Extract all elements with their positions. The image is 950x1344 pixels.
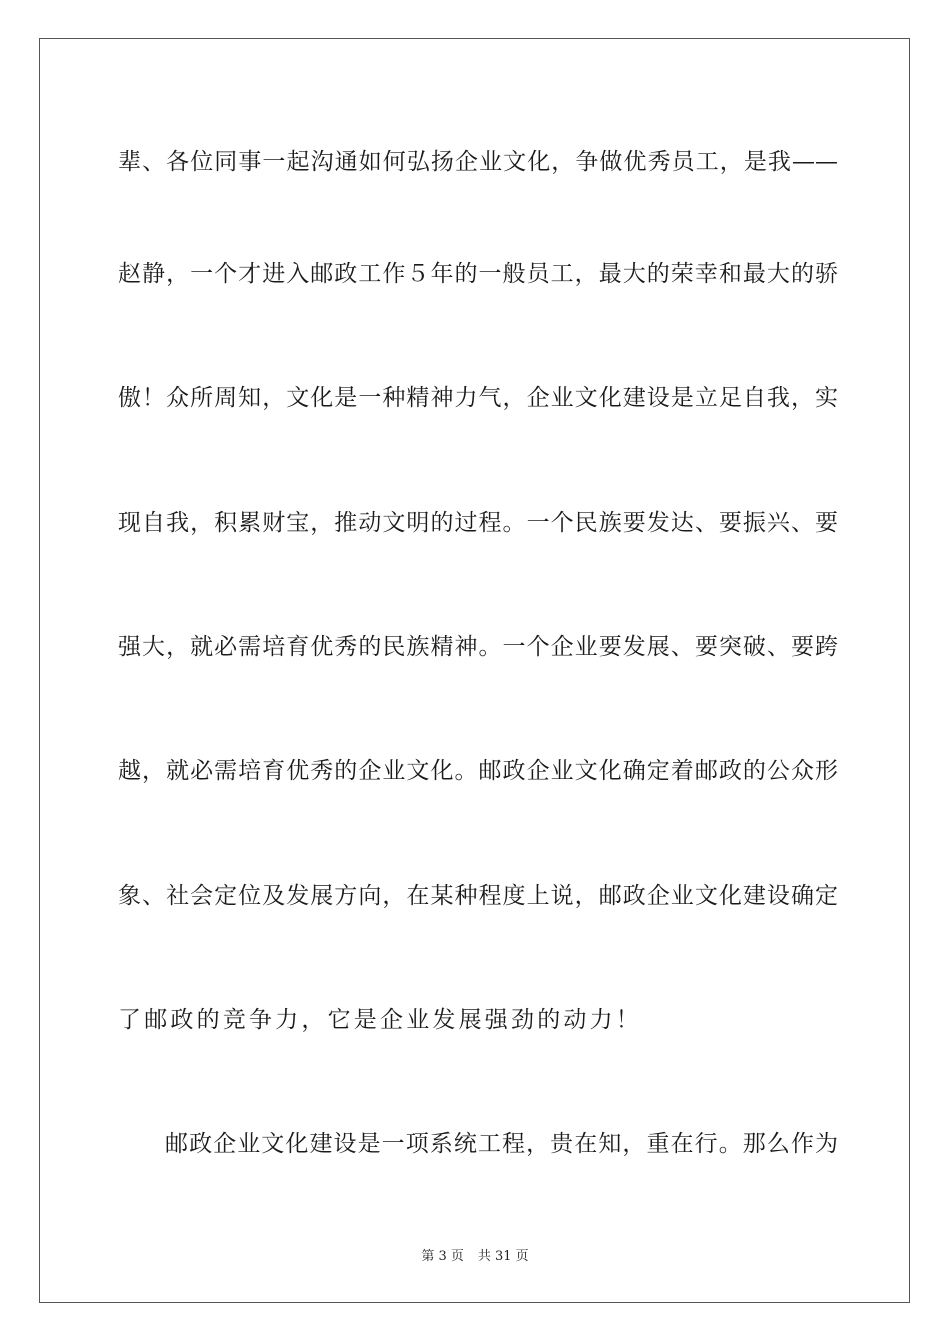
body-text-line-7: 象、社会定位及发展方向，在某种程度上说，邮政企业文化建设确定 [118,883,838,909]
body-text-line-4: 现自我，积累财宝，推动文明的过程。一个民族要发达、要振兴、要 [118,510,838,536]
body-text-line-6: 越，就必需培育优秀的企业文化。邮政企业文化确定着邮政的公众形 [118,758,838,784]
total-pages: 共 31 页 [477,1249,529,1264]
body-text-line-1: 辈、各位同事一起沟通如何弘扬企业文化，争做优秀员工，是我—— [118,149,838,175]
body-text-line-5: 强大，就必需培育优秀的民族精神。一个企业要发展、要突破、要跨 [118,634,838,660]
page-footer [0,1248,950,1266]
page-border [39,38,910,1303]
body-text-line-9: 邮政企业文化建设是一项系统工程，贵在知，重在行。那么作为 [165,1131,838,1157]
body-text-line-2: 赵静，一个才进入邮政工作５年的一般员工，最大的荣幸和最大的骄 [118,261,838,287]
page-number: 第 3 页 [421,1249,464,1264]
body-text-line-8: 了邮政的竞争力，它是企业发展强劲的动力！ [118,1007,642,1033]
body-text-line-3: 傲！众所周知，文化是一种精神力气，企业文化建设是立足自我，实 [118,385,838,411]
